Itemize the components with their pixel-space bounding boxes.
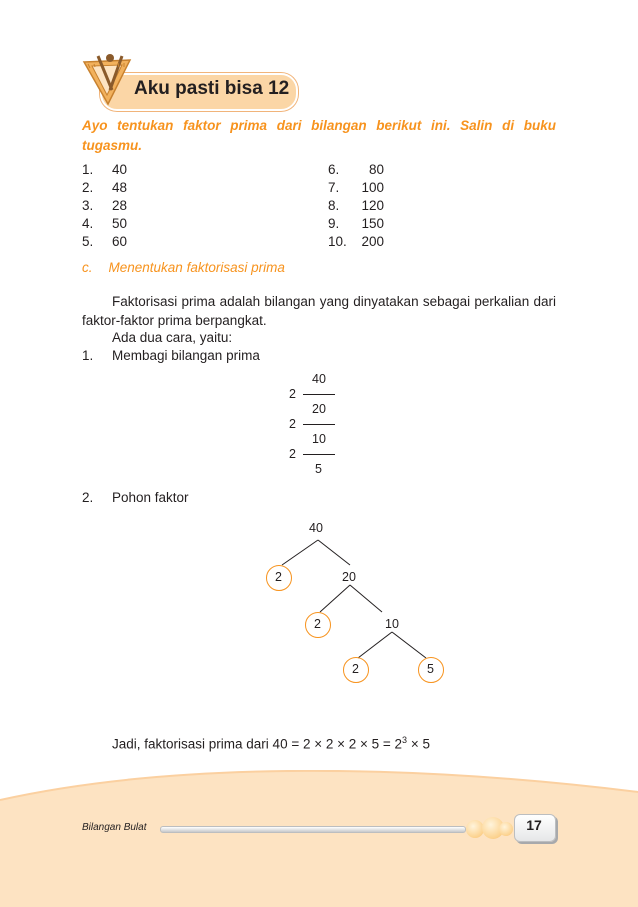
conclusion-text [112, 735, 430, 752]
method-label: Membagi bilangan prima [112, 348, 260, 363]
list-item-value: 60 [112, 234, 128, 249]
division-divisor: 2 [289, 447, 296, 461]
list-item-value: 80 [368, 162, 384, 177]
tree-prime-value: 5 [427, 662, 434, 676]
method-number: 2. [82, 490, 94, 505]
conclusion-tail: × 5 [407, 736, 430, 752]
definition-text: Faktorisasi prima adalah bilangan yang dinyatakan sebagai perkalian dari faktor-faktor prima berpangkat. [82, 294, 556, 328]
list-item-value: 150 [361, 216, 384, 231]
division-divisor: 2 [289, 387, 296, 401]
list-item-value: 120 [361, 198, 384, 213]
tree-root: 40 [309, 521, 323, 535]
decorative-dot [499, 822, 513, 836]
list-item-number: 5. [82, 234, 94, 249]
list-item-number: 4. [82, 216, 94, 231]
footer-bar [160, 826, 466, 833]
page-number: 17 [526, 817, 542, 833]
list-item-number: 7. [328, 180, 340, 195]
list-item-number: 10. [328, 234, 347, 249]
list-item-number: 1. [82, 162, 94, 177]
tree-prime-value: 2 [275, 570, 282, 584]
tree-prime-value: 2 [352, 662, 359, 676]
division-dividend: 20 [312, 402, 326, 416]
list-item-number: 9. [328, 216, 340, 231]
division-divisor: 2 [289, 417, 296, 431]
conclusion-exponent: 3 [402, 735, 408, 745]
chapter-name: Bilangan Bulat [82, 822, 147, 833]
list-item-number: 2. [82, 180, 94, 195]
method-label: Pohon faktor [112, 490, 189, 505]
list-item-number: 6. [328, 162, 340, 177]
list-item-value: 200 [361, 234, 384, 249]
method-number: 1. [82, 348, 94, 363]
list-item-value: 28 [112, 198, 128, 213]
tree-composite-value: 10 [385, 617, 399, 631]
division-dividend: 10 [312, 432, 326, 446]
tree-prime-value: 2 [314, 617, 321, 631]
section-title: Menentukan faktorisasi prima [108, 260, 285, 275]
list-item-number: 8. [328, 198, 340, 213]
badge-title: Aku pasti bisa 12 [134, 78, 290, 99]
conclusion-main: Jadi, faktorisasi prima dari 40 = 2 × 2 × 2 × 5 = 2 [112, 736, 403, 752]
tree-composite-value: 20 [342, 570, 356, 584]
intro-text: Ada dua cara, yaitu: [112, 330, 233, 345]
list-item-value: 40 [112, 162, 128, 177]
division-dividend: 40 [312, 372, 326, 386]
division-result: 5 [315, 462, 322, 476]
list-item-value: 50 [112, 216, 128, 231]
list-item-number: 3. [82, 198, 94, 213]
list-item-value: 48 [112, 180, 128, 195]
exercise-instruction: Ayo tentukan faktor prima dari bilangan berikut ini. Salin di buku tugasmu. [82, 118, 556, 153]
list-item-value: 100 [361, 180, 384, 195]
section-letter: c. [82, 260, 93, 275]
